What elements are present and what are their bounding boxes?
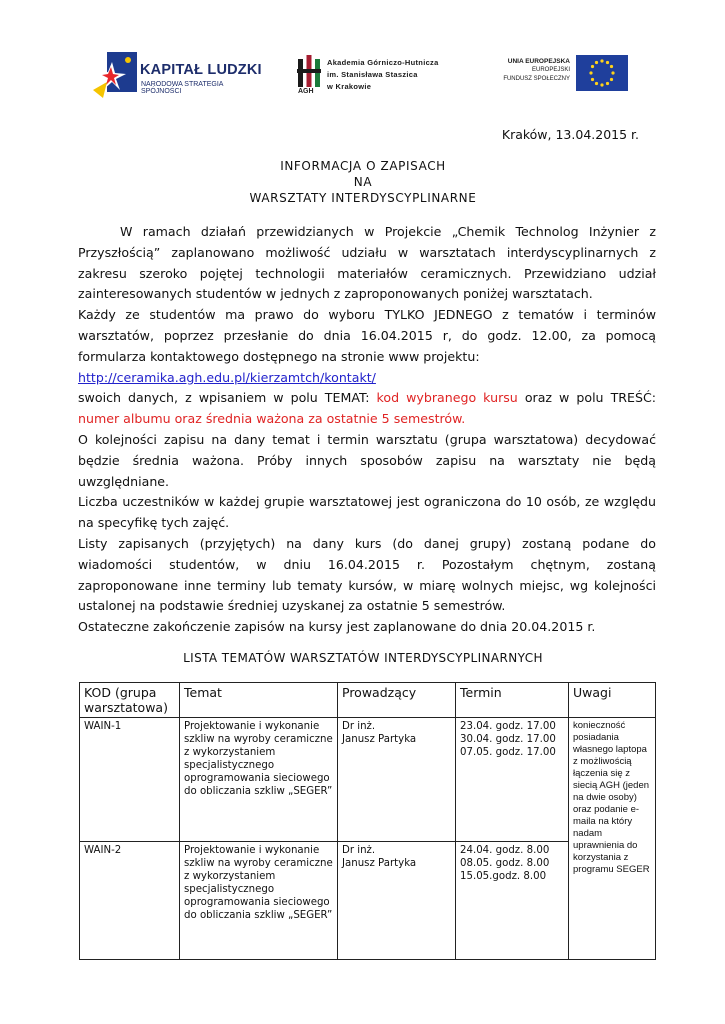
row2-prowadzacy-name: Janusz Partyka [342,858,417,869]
paragraph-rules [78,305,656,388]
header-prowadzacy: Prowadzący [338,683,456,718]
header-logos [85,50,645,105]
row1-termin [456,718,569,842]
row2-termin-1: 24.04. godz. 8.00 [460,845,550,856]
header-kod: KOD (grupa warsztatowa) [80,683,180,718]
row2-temat: Projektowanie i wykonanie szkliw na wyroby ceramiczne z wykorzystaniem specjalistycznego oprogramowania sieciowego do obliczania szkliw „SEGER” [180,842,338,960]
row2-termin-3: 15.05.godz. 8.00 [460,871,547,882]
kapital-ludzki-title: KAPITAŁ LUDZKI [140,62,262,78]
row1-termin-3: 07.05. godz. 17.00 [460,747,556,758]
eu-logo [490,55,645,97]
kapital-ludzki-subtitle: NARODOWA STRATEGIA SPÓJNOŚCI [141,81,224,95]
document-heading [78,158,648,206]
eu-flag-icon [576,55,628,91]
table-row [80,718,656,842]
kapital-ludzki-logo [85,50,265,102]
paragraph-rules-text: Każdy ze studentów ma prawo do wyboru TYLKO JEDNEGO z tematów i terminów warsztatów, poprzez przesłanie do dnia 16.04.2015 r, do godz. 12.00, za pomocą formularza kontaktowego dostępnego na stronie www projektu: [78,307,656,364]
paragraph-lists: Listy zapisanych (przyjętych) na dany kurs (do danej grupy) zostaną podane do wiadomości studentów, w dniu 16.04.2015 r. Pozostałym chętnym, zostaną zaproponowane inne terminy lub tematy kursów, w miarę wolnych miejsc, wg kolejności ustalonej na podstawie średniej uzyskanej za ostatnie 5 semestrów. [78,535,656,614]
heading-line3: WARSZTATY INTERDYSCYPLINARNE [249,191,477,205]
agh-name-line1: Akademia Górniczo-Hutnicza [327,58,439,67]
paragraph-fields [78,388,656,430]
content-field-value: numer albumu oraz średnia ważona za ostatnie 5 semestrów. [78,411,466,427]
row2-kod: WAIN-2 [80,842,180,960]
agh-name-line2: im. Stanisława Staszica [327,70,418,79]
contact-form-link[interactable]: http://ceramika.agh.edu.pl/kierzamtch/kontakt/ [78,369,376,385]
eu-logo-text [490,57,570,84]
row2-prowadzacy-title: Dr inż. [342,845,376,856]
eu-line2: EUROPEJSKI [531,67,570,73]
kapital-ludzki-star-icon [93,52,137,98]
row1-prowadzacy-title: Dr inż. [342,721,376,732]
header-temat: Temat [180,683,338,718]
workshop-list-title: LISTA TEMATÓW WARSZTATÓW INTERDYSCYPLINARNYCH [183,651,543,665]
agh-logo [295,50,480,102]
heading-line1: INFORMACJA O ZAPISACH [280,159,446,173]
header-termin: Termin [456,683,569,718]
eu-line3: FUNDUSZ SPOŁECZNY [503,76,570,82]
header-uwagi: Uwagi [569,683,656,718]
table-header-row [80,683,656,718]
row1-prowadzacy [338,718,456,842]
row2-termin [456,842,569,960]
fields-text-a: swoich danych, z wpisaniem w polu TEMAT: [78,390,377,406]
paragraph-order: O kolejności zapisu na dany temat i termin warsztatu (grupa warsztatowa) decydować będzie średnia ważona. Próby innych sposobów zapisu na warsztaty nie będą uwzględniane. [78,431,656,489]
row1-termin-1: 23.04. godz. 17.00 [460,721,556,732]
heading-line2: NA [353,175,373,189]
row2-prowadzacy [338,842,456,960]
paragraph-limit: Liczba uczestników w każdej grupie warsztatowej jest ograniczona do 10 osób, ze względu na specyfikę tych zajęć. [78,494,656,531]
row2-termin-2: 08.05. godz. 8.00 [460,858,550,869]
paragraph-intro: W ramach działań przewidzianych w Projekcie „Chemik Technolog Inżynier z Przyszłością” zaplanowano możliwość udziału w warsztatach interdyscyplinarnych z zakresu szeroko pojętej technologii materiałów ceramicznych. Przewidziano udział zainteresowanych studentów w jednych z zaproponowanych poniżej warsztatach. [78,224,656,302]
topic-field-value: kod wybranego kursu [376,390,518,406]
document-date: Kraków, 13.04.2015 r. [501,127,639,142]
agh-letters: AGH [298,88,314,95]
workshop-table [79,682,656,960]
row1-kod: WAIN-1 [80,718,180,842]
agh-name-line3: w Krakowie [327,82,372,91]
row1-prowadzacy-name: Janusz Partyka [342,734,417,745]
document-body [78,222,656,638]
fields-text-b: oraz w polu TREŚĆ: [517,390,656,406]
paragraph-deadline: Ostateczne zakończenie zapisów na kursy jest zaplanowane do dnia 20.04.2015 r. [78,619,596,635]
eu-line1: UNIA EUROPEJSKA [507,58,570,65]
row1-termin-2: 30.04. godz. 17.00 [460,734,556,745]
row1-temat: Projektowanie i wykonanie szkliw na wyroby ceramiczne z wykorzystaniem specjalistycznego oprogramowania sieciowego do obliczania szkliw „SEGER” [180,718,338,842]
uwagi-cell: konieczność posiadania własnego laptopa z możliwością łączenia się z siecią AGH (jeden na dwie osoby) oraz podanie e-maila na który nadam uprawnienia do korzystania z programu SEGER [569,718,656,960]
